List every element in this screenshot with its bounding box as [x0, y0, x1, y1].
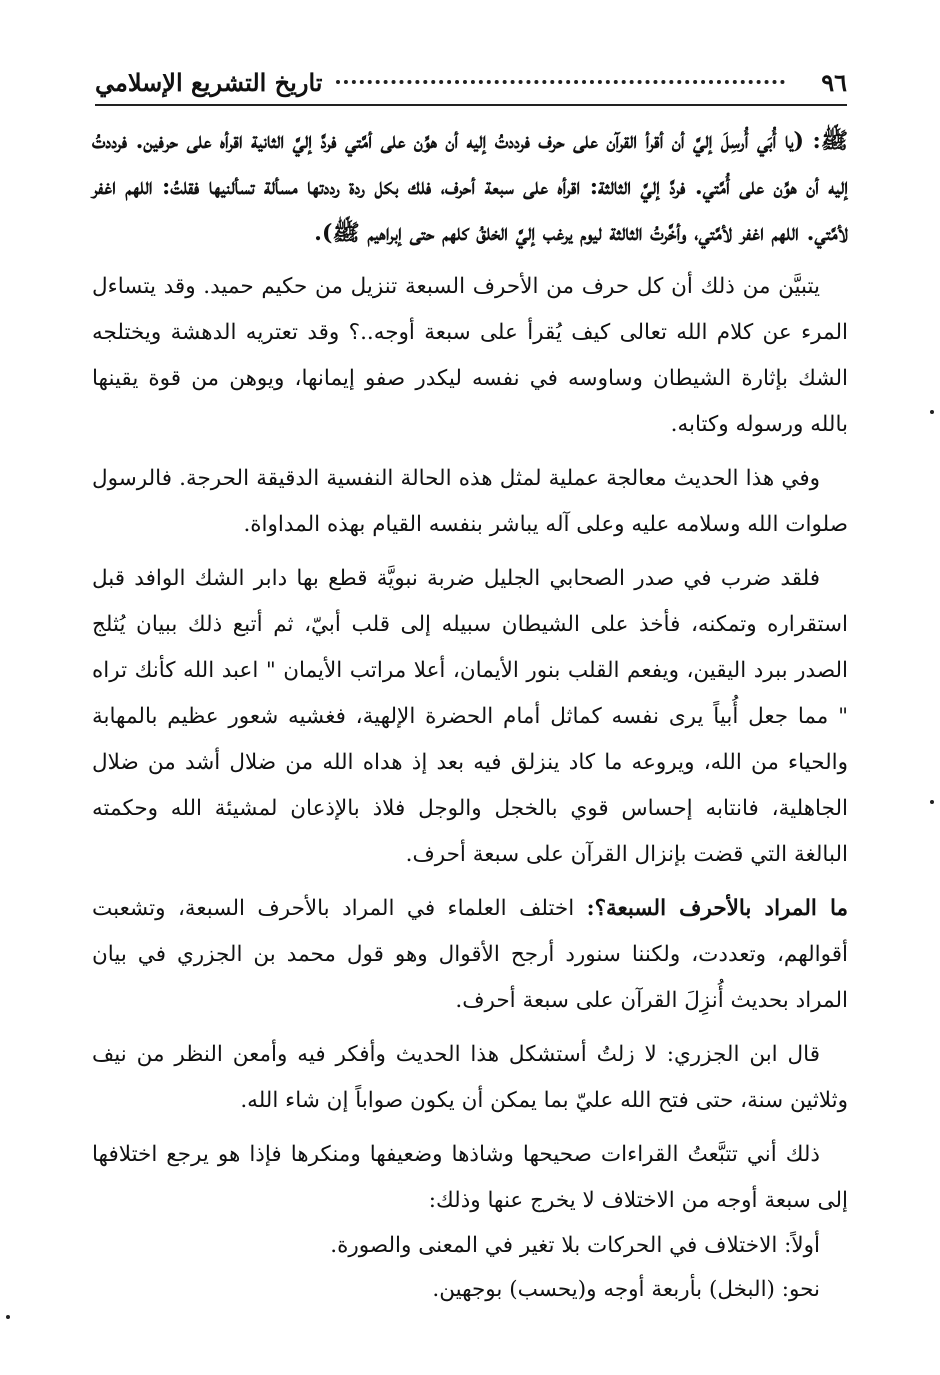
page-header — [95, 62, 847, 102]
body-paragraph: يتبيَّن من ذلك أن كل حرف من الأحرف السبعة تنزيل من حكيم حميد. وقد يتساءل المرء عن كلام الله تعالى كيف يُقرأ على سبعة أوجه..؟ وقد تعتريه الدهشة ويختلجه الشك بإثارة الشيطان وساوسه في نفسه ليكدر صفو إيمانها، ويوهن من قوة يقينها بالله ورسوله وكتابه. — [92, 274, 848, 437]
header-dotted-leader — [336, 80, 785, 84]
body-paragraph: ذلك أني تتبَّعتُ القراءات صحيحها وشاذها وضعيفها ومنكرها فإذا هو يرجع اختلافها إلى سبعة أوجه من الاختلاف لا يخرج عنها وذلك: — [92, 1142, 848, 1213]
list-item: أولاً: الاختلاف في الحركات بلا تغير في المعنى والصورة. — [330, 1233, 820, 1258]
scan-edge-mark — [930, 800, 934, 804]
section-heading: ما المراد بالأحرف السبعة؟: — [586, 896, 849, 921]
body-paragraph: قال ابن الجزري: لا زلتُ أستشكل هذا الحديث وأفكر فيه وأمعن النظر من نيف وثلاثين سنة، حتى فتح الله عليّ بما يمكن أن يكون صواباً إن شاء الله. — [92, 1042, 848, 1113]
scan-edge-mark — [930, 410, 934, 414]
running-title: تاريخ التشريع الإسلامي — [95, 67, 323, 97]
body-paragraph: وفي هذا الحديث معالجة عملية لمثل هذه الحالة النفسية الدقيقة الحرجة. فالرسول صلوات الله وسلامه عليه وعلى آله يباشر بنفسه القيام بهذه المداواة. — [92, 466, 848, 537]
page-body — [92, 118, 848, 1312]
list-item: نحو: (البخل) بأربعة أوجه و(يحسب) بوجهين. — [432, 1277, 820, 1302]
page-number: ٩٦ — [821, 67, 847, 97]
body-paragraph: فلقد ضرب في صدر الصحابي الجليل ضربة نبويَّة قطع بها دابر الشك الوافد قبل استقراره وتمكنه، فأخذ على الشيطان سبيله إلى قلب أبيّ، ثم أتبع ذلك ببيان يُثلج الصدر ببرد اليقين، ويفعم القلب بنور الأيمان، أعلا مراتب الأيمان " اعبد الله كأنك تراه " مما جعل أُبياً يرى نفسه كماثل أمام الحضرة الإلهية، فغشيه شعور عظيم بالمهابة والحياء من الله، ويروعه ما كاد ينزلق فيه بعد إذ هداه الله من ضلال أشد من ضلال الجاهلية، فانتابه إحساس قوي بالخجل والوجل فلاذ بالإذعان لمشيئة الله وحكمته البالغة التي قضت بإنزال القرآن على سبعة أحرف. — [92, 566, 848, 867]
hadith-paragraph: ﷺ: (يا أُبَي أُرسِلَ إليَّ أن أقرأ القرآن على حرف فرددتُ إليه أن هوِّن على أمَّتي فردَّ إليَّ الثانية اقرأه على حرفين. فرددتُ إليه أن هوِّن على أُمَّتي. فردَّ إليَّ الثالثة: اقرأه على سبعة أحرف، فلك بكل ردة رددتها مسألة تسألنيها فقلتُ: اللهم اغفر لأمَّتي. اللهم اغفر لأمَّتي، وأخَّرتُ الثالثة ليوم يرغب إليَّ الخلقُ كلهم حتى إبراهيم ﷺ). — [92, 128, 848, 246]
scan-edge-mark — [6, 1315, 10, 1319]
header-rule — [95, 104, 847, 106]
section-paragraph — [92, 886, 848, 1024]
section-text: اختلف العلماء في المراد بالأحرف السبعة، وتشعبت أقوالهم، وتعددت، ولكننا سنورد أرجح الأقوال وهو قول محمد بن الجزري في بيان المراد بحديث أُنزِلَ القرآن على سبعة أحرف. — [92, 896, 848, 1013]
